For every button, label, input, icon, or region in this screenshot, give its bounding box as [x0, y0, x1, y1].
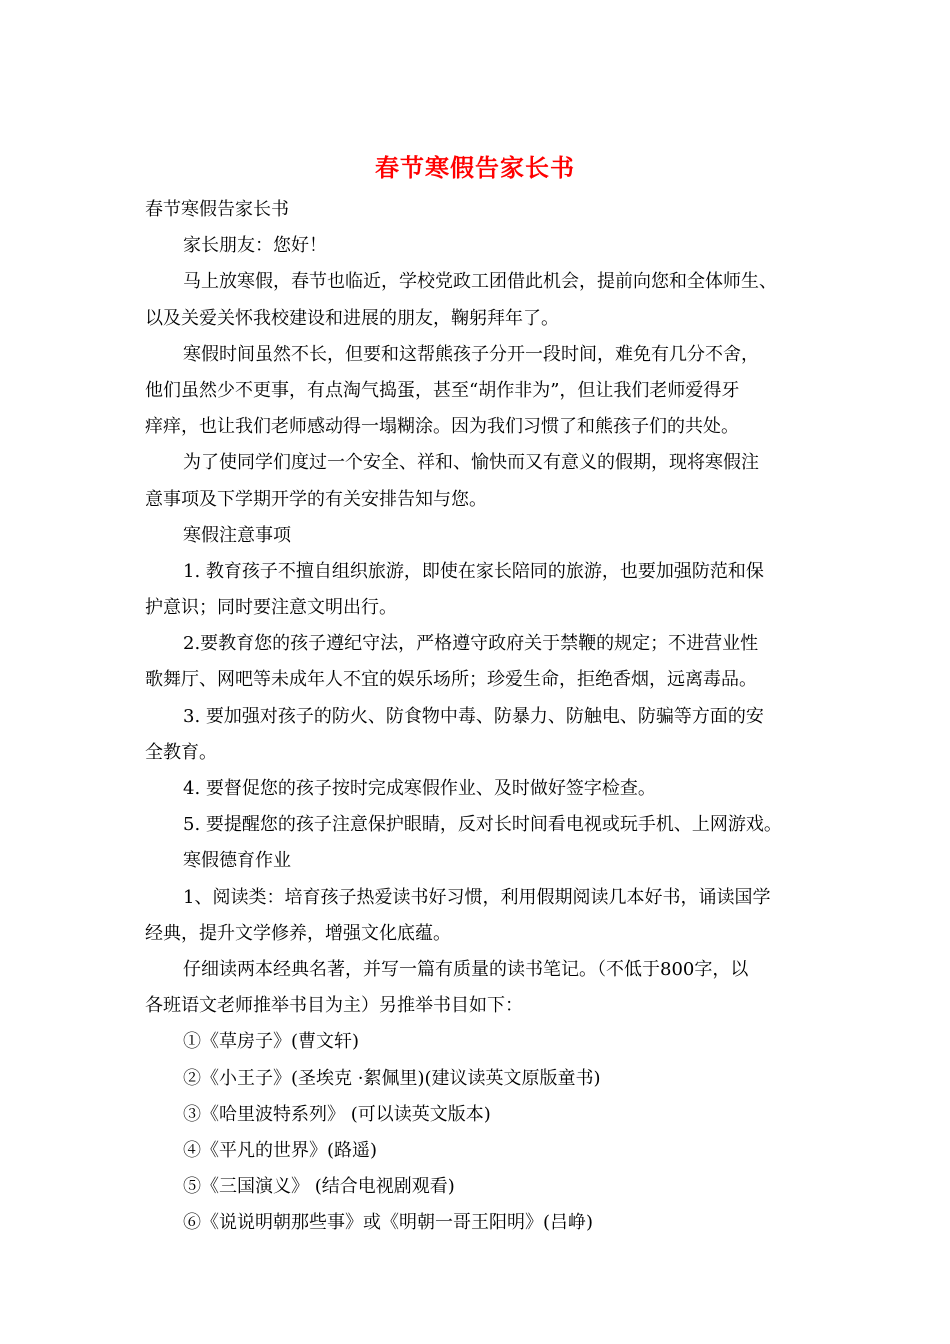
- text-line: 家长朋友：您好！: [183, 235, 327, 257]
- text-line: ②《小王子》(圣埃克 ·絮佩里)(建议读英文原版童书): [183, 1067, 601, 1089]
- text-line: ④《平凡的世界》(路遥): [183, 1139, 378, 1161]
- text-line: 3. 要加强对孩子的防火、防食物中毒、防暴力、防触电、防骗等方面的安: [183, 705, 764, 727]
- text-line: 2.要教育您的孩子遵纪守法，严格遵守政府关于禁鞭的规定；不进营业性: [183, 633, 759, 655]
- text-line: 痒痒，也让我们老师感动得一塌糊涂。因为我们习惯了和熊孩子们的共处。: [145, 416, 739, 438]
- text-line: 1. 教育孩子不擅自组织旅游，即使在家长陪同的旅游，也要加强防范和保: [183, 560, 764, 582]
- text-line: 寒假德育作业: [183, 850, 291, 872]
- text-line: 1、阅读类：培育孩子热爱读书好习惯，利用假期阅读几本好书，诵读国学: [183, 886, 771, 908]
- text-line: 5. 要提醒您的孩子注意保护眼睛，反对长时间看电视或玩手机、上网游戏。: [183, 814, 782, 836]
- text-line: 寒假注意事项: [183, 524, 291, 546]
- text-line: 为了使同学们度过一个安全、祥和、愉快而又有意义的假期，现将寒假注: [183, 452, 759, 474]
- text-line: 他们虽然少不更事，有点淘气捣蛋，甚至“胡作非为”，但让我们老师爱得牙: [145, 379, 740, 401]
- text-line: 4. 要督促您的孩子按时完成寒假作业、及时做好签字检查。: [183, 778, 656, 799]
- text-line: 歌舞厅、网吧等未成年人不宜的娱乐场所；珍爱生命，拒绝香烟，远离毒品。: [145, 669, 757, 691]
- text-line: 仔细读两本经典名著，并写一篇有质量的读书笔记。（不低于800字，以: [183, 958, 749, 980]
- text-line: 意事项及下学期开学的有关安排告知与您。: [145, 488, 487, 510]
- document-body: [145, 192, 820, 1241]
- text-line: ①《草房子》(曹文轩): [183, 1031, 360, 1053]
- document-title: 春节寒假告家长书: [375, 153, 575, 182]
- text-line: 寒假时间虽然不长，但要和这帮熊孩子分开一段时间，难免有几分不舍，: [183, 343, 759, 365]
- text-line: 各班语文老师推举书目为主）另推举书目如下：: [145, 995, 523, 1017]
- text-line: ⑤《三国演义》 (结合电视剧观看): [183, 1176, 455, 1198]
- text-line: 春节寒假告家长书: [145, 199, 289, 220]
- text-line: 护意识；同时要注意文明出行。: [145, 597, 397, 619]
- text-line: ⑥《说说明朝那些事》或《明朝一哥王阳明》(吕峥): [183, 1212, 594, 1234]
- text-line: 全教育。: [145, 741, 217, 763]
- text-line: 以及关爱关怀我校建设和进展的朋友，鞠躬拜年了。: [145, 307, 559, 329]
- text-line: ③《哈里波特系列》 (可以读英文版本): [183, 1103, 491, 1125]
- text-line: 经典，提升文学修养，增强文化底蕴。: [145, 922, 451, 944]
- text-line: 马上放寒假，春节也临近，学校党政工团借此机会，提前向您和全体师生、: [183, 271, 777, 293]
